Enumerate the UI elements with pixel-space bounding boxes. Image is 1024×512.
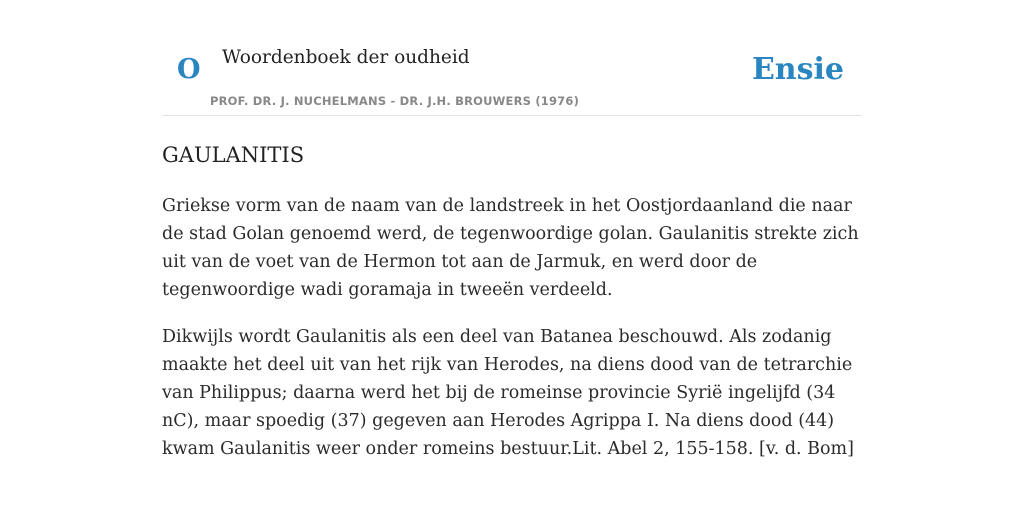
article-paragraph-1: Griekse vorm van de naam van de landstreek in het Oostjordaanland die naar de stad Golan genoemd werd, de tegenwoordige golan. Gaulanitis strekte zich uit van de voet van de Hermon tot aan de Jarmuk, en werd door de tegenwoordige wadi goramaja in tweeën verdeeld. (162, 196, 859, 300)
index-letter[interactable]: O (177, 54, 201, 85)
article-paragraph-2: Dikwijls wordt Gaulanitis als een deel van Batanea beschouwd. Als zodanig maakte het deel uit van het rijk van Herodes, na diens dood van de tetrarchie van Philippus; daarna werd het bij de romeinse provincie Syrië ingelijfd (34 nC), maar spoedig (37) gegeven aan Herodes Agrippa I. Na diens dood (44) kwam Gaulanitis weer onder romeins bestuur.Lit. Abel 2, 155-158. [v. d. Bom] (162, 327, 854, 459)
book-authors: PROF. DR. J. NUCHELMANS - DR. J.H. BROUWERS (1976) (210, 94, 580, 108)
header (162, 40, 862, 116)
brand-logo[interactable]: Ensie (751, 52, 844, 87)
article-body (162, 192, 866, 482)
article-headword: GAULANITIS (162, 143, 305, 167)
book-title[interactable]: Woordenboek der oudheid (222, 47, 470, 68)
